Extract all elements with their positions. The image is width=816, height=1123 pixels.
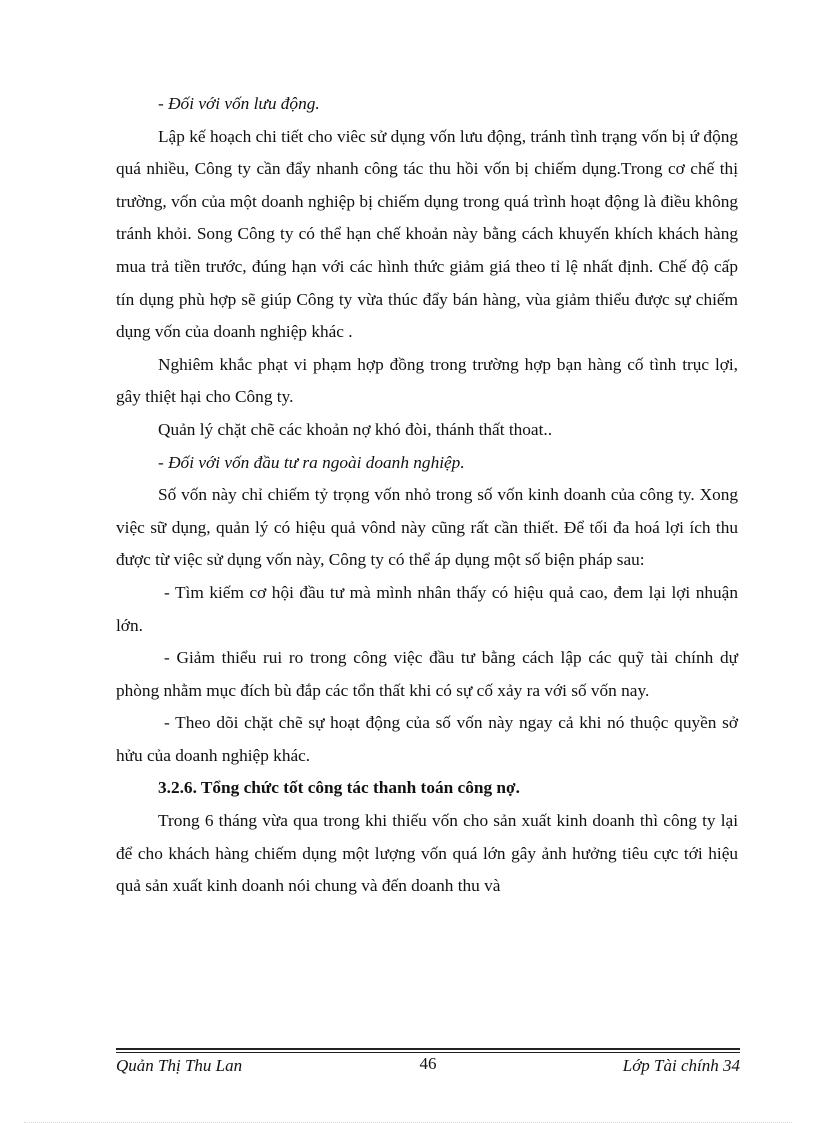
body-paragraph: Lập kế hoạch chi tiết cho viêc sử dụng vốn lưu động, tránh tình trạng vốn bị ứ động quá nhiều, Công ty cần đẩy nhanh công tác thu hồi vốn bị chiếm dụng.Trong cơ chế thị trường, vốn của một doanh nghiệp bị chiếm dụng trong quá trình hoạt động là điều không tránh khỏi. Song Công ty có thể hạn chế khoản này bằng cách khuyến khích khách hàng mua trả tiền trước, đúng hạn với các hình thức giảm giá theo tỉ lệ nhất định. Chế độ cấp tín dụng phù hợp sẽ giúp Công ty vừa thúc đẩy bán hàng, vùa giảm thiểu được sự chiếm dụng vốn của doanh nghiệp khác . xyxy=(116,126,738,342)
bullet-paragraph: - Tìm kiếm cơ hội đầu tư mà mình nhân thấy có hiệu quả cao, đem lại lợi nhuận lớn. xyxy=(116,582,738,635)
subsection-working-capital: - Đối với vốn lưu động. xyxy=(158,94,320,113)
page-number: 46 xyxy=(419,1054,437,1073)
footer-divider-thick xyxy=(116,1048,740,1050)
body-paragraph: Nghiêm khắc phạt vi phạm hợp đồng trong trường hợp bạn hàng cố tình trục lợi, gây thiệt hại cho Công ty. xyxy=(116,354,738,407)
body-paragraph: Trong 6 tháng vừa qua trong khi thiếu vốn cho sản xuất kinh doanh thì công ty lại để cho khách hàng chiếm dụng một lượng vốn quá lớn gây ảnh hưởng tiêu cực tới hiệu quả sản xuất kinh doanh nói chung và đến doanh thu và xyxy=(116,811,738,896)
footer-divider-thin xyxy=(116,1052,740,1053)
bullet-paragraph: - Theo dõi chặt chẽ sự hoạt động của số vốn này ngay cả khi nó thuộc quyền sở hửu của doanh nghiệp khác. xyxy=(116,713,738,765)
body-paragraph: Số vốn này chỉ chiếm tỷ trọng vốn nhỏ trong số vốn kinh doanh của công ty. Xong việc sữ dụng, quản lý có hiệu quả vônd này cũng rất cần thiết. Để tối đa hoá lợi ích thu được từ việc sử dụng vốn này, Công ty có thể áp dụng một số biện pháp sau: xyxy=(116,485,738,570)
page-footer xyxy=(116,1054,740,1078)
section-heading: 3.2.6. Tổng chức tốt công tác thanh toán công nợ. xyxy=(158,778,520,798)
bullet-paragraph: - Giảm thiểu rui ro trong công việc đầu tư bằng cách lập các quỹ tài chính dự phòng nhằm mục đích bù đắp các tổn thất khi có sự cố xảy ra với số vốn nay. xyxy=(116,648,738,700)
body-paragraph: Quản lý chặt chẽ các khoản nợ khó đòi, thánh thất thoat.. xyxy=(158,419,553,439)
document-body xyxy=(116,88,738,903)
subsection-external-investment: - Đối với vốn đầu tư ra ngoài doanh nghiệp. xyxy=(158,452,465,472)
footer-class: Lớp Tài chính 34 xyxy=(622,1056,740,1075)
footer-author: Quản Thị Thu Lan xyxy=(116,1056,243,1075)
